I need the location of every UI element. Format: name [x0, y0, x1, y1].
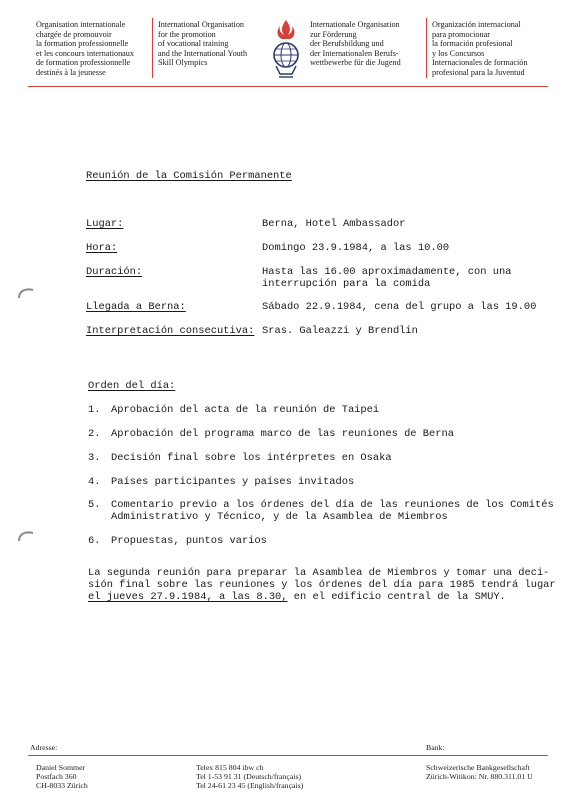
letterhead-line: Internacionales de formación	[432, 58, 528, 68]
detail-label-interpretation: Interpretación consecutiva:	[86, 325, 255, 337]
agenda-item-number: 6.	[88, 535, 101, 547]
footer-address-line: CH-8033 Zürich	[36, 781, 88, 791]
closing-paragraph-line	[88, 591, 506, 603]
letterhead-divider	[152, 18, 153, 78]
detail-label-time: Hora:	[86, 242, 118, 254]
letterhead-line: wettbewerbe für die Jugend	[310, 58, 401, 68]
detail-label-place: Lugar:	[86, 218, 124, 230]
footer-bank-line: Schweizerische Bankgesellschaft	[426, 763, 530, 772]
letterhead-line: destinés à la jeunesse	[36, 67, 106, 77]
letterhead-line: la formación profesional	[432, 39, 513, 49]
letterhead-french	[36, 20, 134, 78]
letterhead-line: chargée de promouvoir	[36, 29, 112, 39]
letterhead-line: of vocational training	[158, 39, 229, 49]
detail-value-interpretation: Sras. Galeazzi y Brendlin	[262, 325, 418, 337]
agenda-item-number: 1.	[88, 404, 101, 416]
agenda-heading: Orden del día:	[88, 380, 176, 392]
footer-bank-label: Bank:	[426, 743, 445, 752]
letterhead-german	[310, 20, 401, 68]
letterhead-line: profesional para la Juventud	[432, 67, 525, 77]
header-rule	[28, 86, 548, 87]
letterhead-line: la formation professionnelle	[36, 39, 129, 49]
agenda-item-text: Países participantes y países invitados	[111, 476, 355, 488]
punch-hole-icon	[17, 529, 35, 545]
agenda-item-number: 2.	[88, 428, 101, 440]
letterhead-line: y los Concursos	[432, 48, 485, 58]
closing-date-emphasis: el jueves 27.9.1984, a las 8.30,	[88, 591, 288, 603]
letterhead-line: for the promotion	[158, 29, 216, 39]
page-title: Reunión de la Comisión Permanente	[86, 170, 292, 182]
letterhead-line: zur Förderung	[310, 29, 357, 39]
letterhead-spanish	[432, 20, 527, 78]
footer-rule	[28, 755, 548, 756]
footer-telex	[196, 763, 303, 791]
footer-address-line: Postfach 360	[36, 772, 77, 782]
letterhead-line: et les concours internationaux	[36, 48, 134, 58]
punch-hole-icon	[17, 286, 35, 302]
detail-label-arrival: Llegada a Berna:	[86, 301, 186, 313]
detail-value-duration: interrupción para la comida	[262, 278, 431, 290]
agenda-item-text: Aprobación del programa marco de las reuniones de Berna	[111, 428, 454, 440]
letterhead-divider	[426, 18, 427, 78]
agenda-item-text: Decisión final sobre los intérpretes en Osaka	[111, 452, 392, 464]
letterhead-line: Organización internacional	[432, 20, 521, 29]
footer-telex-line: Tel 1-53 91 31 (Deutsch/français)	[196, 772, 302, 782]
agenda-item-text: Administrativo y Técnico, y de la Asamblea de Miembros	[111, 511, 448, 523]
letterhead-line: para promocionar	[432, 29, 490, 39]
flame-globe-emblem-icon	[268, 18, 304, 80]
detail-value-time: Domingo 23.9.1984, a las 10.00	[262, 242, 450, 254]
closing-paragraph-line: La segunda reunión para preparar la Asamblea de Miembros y tomar una deci-	[88, 567, 550, 579]
footer-address-label: Adresse:	[30, 743, 58, 752]
footer-telex-line: Telex 815 804 ibw ch	[196, 763, 264, 772]
letterhead-english	[158, 20, 247, 68]
agenda-item-text: Comentario previo a los órdenes del día de las reuniones de los Comités	[111, 499, 554, 511]
footer-address	[36, 763, 88, 791]
closing-location: en el edificio central de la SMUY.	[287, 591, 506, 603]
detail-label-duration: Duración:	[86, 266, 143, 278]
detail-value-place: Berna, Hotel Ambassador	[262, 218, 406, 230]
footer-address-line: Daniel Sommer	[36, 763, 86, 772]
agenda-item-text: Aprobación del acta de la reunión de Taipei	[111, 404, 380, 416]
letterhead-line: Organisation internationale	[36, 20, 126, 29]
agenda-item-number: 4.	[88, 476, 101, 488]
letterhead-line: der Berufsbildung und	[310, 39, 384, 49]
agenda-item-number: 3.	[88, 452, 101, 464]
letterhead-line: Skill Olympics	[158, 58, 208, 68]
letterhead-line: Internationale Organisation	[310, 20, 400, 29]
letterhead-line: de formation professionnelle	[36, 58, 131, 68]
closing-paragraph-line: sión final sobre las reuniones y los órdenes del día para 1985 tendrá lugar	[88, 579, 556, 591]
footer-bank	[426, 763, 533, 781]
letterhead-line: der Internationalen Berufs-	[310, 48, 399, 58]
footer-telex-line: Tel 24-61 23 45 (English/français)	[196, 781, 304, 791]
detail-value-duration: Hasta las 16.00 aproximadamente, con una	[262, 266, 512, 278]
agenda-item-number: 5.	[88, 499, 101, 511]
agenda-item-text: Propuestas, puntos varios	[111, 535, 267, 547]
detail-value-arrival: Sábado 22.9.1984, cena del grupo a las 19.00	[262, 301, 537, 313]
letterhead-line: and the International Youth	[158, 48, 248, 58]
letterhead-line: International Organisation	[158, 20, 245, 29]
footer-bank-line: Zürich-Witikon: Nr. 880.311.01 U	[426, 772, 533, 782]
